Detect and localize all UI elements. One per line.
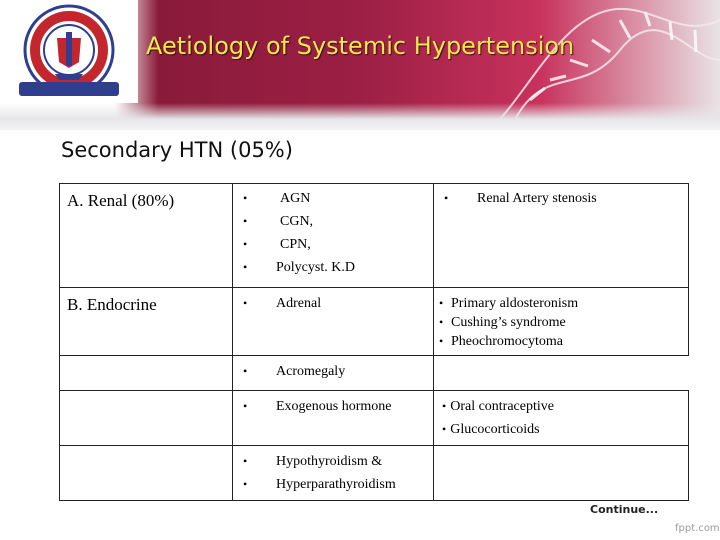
list-item: • Glucocorticoids <box>434 418 688 441</box>
list-item: • Primary aldosteronism <box>434 294 688 313</box>
header-fade <box>0 103 720 130</box>
details-list <box>434 288 688 355</box>
causes-cell <box>233 288 434 356</box>
category-cell <box>60 356 233 391</box>
causes-list <box>233 288 433 319</box>
list-item: • Exogenous hormone <box>233 395 433 418</box>
details-cell <box>434 356 689 391</box>
causes-list <box>233 446 433 500</box>
list-item: • Renal Artery stenosis <box>434 187 688 210</box>
causes-cell <box>233 446 434 501</box>
category-cell <box>60 184 233 288</box>
slide-title: Aetiology of Systemic Hypertension <box>146 32 575 60</box>
details-list <box>434 184 688 214</box>
list-item: • Pheochromocytoma <box>434 332 688 351</box>
watermark-text: fppt.com <box>675 523 720 534</box>
list-item: • Oral contraceptive <box>434 395 688 418</box>
causes-list <box>233 356 433 387</box>
section-subtitle: Secondary HTN (05%) <box>61 138 293 162</box>
details-cell <box>434 446 689 501</box>
causes-list <box>233 184 433 283</box>
category-label: B. Endocrine <box>67 295 157 314</box>
table-row <box>60 288 689 356</box>
list-item: • Hypothyroidism & <box>233 450 433 473</box>
table-row <box>60 391 689 446</box>
continue-label: Continue... <box>590 503 659 516</box>
list-item: • AGN <box>233 187 433 210</box>
list-item: • Acromegaly <box>233 360 433 383</box>
details-cell <box>434 391 689 446</box>
category-cell <box>60 391 233 446</box>
details-list <box>434 391 688 445</box>
header-banner <box>0 0 720 130</box>
details-cell <box>434 184 689 288</box>
causes-cell <box>233 184 434 288</box>
list-item: • Hyperparathyroidism <box>233 473 433 496</box>
causes-list <box>233 391 433 422</box>
causes-cell <box>233 391 434 446</box>
table-row <box>60 356 689 391</box>
table-row <box>60 446 689 501</box>
list-item: • CGN, <box>233 210 433 233</box>
category-cell <box>60 446 233 501</box>
causes-cell <box>233 356 434 391</box>
details-cell <box>434 288 689 356</box>
aetiology-table <box>59 183 689 501</box>
list-item: • Polycyst. K.D <box>233 256 433 279</box>
list-item: • Adrenal <box>233 292 433 315</box>
table-row <box>60 184 689 288</box>
category-cell <box>60 288 233 356</box>
category-label: A. Renal (80%) <box>67 191 175 210</box>
university-seal-logo <box>5 4 133 100</box>
list-item: • Cushing’s syndrome <box>434 313 688 332</box>
list-item: • CPN, <box>233 233 433 256</box>
